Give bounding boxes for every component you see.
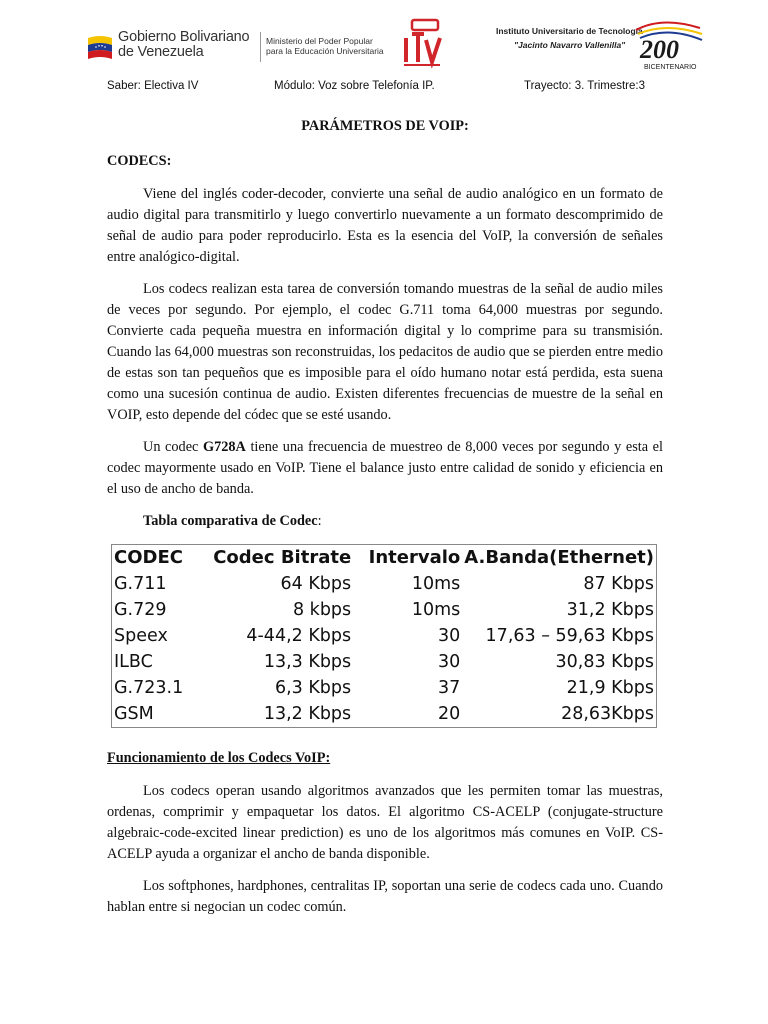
table-caption — [107, 511, 663, 532]
table-row — [112, 649, 657, 675]
table-row — [112, 701, 657, 728]
header-intervalo: Intervalo — [368, 547, 461, 568]
cell-bitrate: 8 kbps — [292, 600, 352, 620]
institute-line1: Instituto Universitario de Tecnología — [496, 26, 643, 36]
table-row — [112, 675, 657, 701]
cell-bandwidth: 31,2 Kbps — [566, 600, 654, 620]
cell-intervalo: 20 — [438, 704, 461, 724]
paragraph-definition: Viene del inglés coder-decoder, convierte una señal de audio analógico en un formato de audio digital para transmitirlo y luego convertirlo nuevamente a un formato descomprimido de señal de audio para poder reproducirlo. Esta es la esencia del VoIP, la conversión de señales entre analógico-digital. — [107, 186, 663, 265]
document-body — [107, 110, 663, 929]
min-line2: para la Educación Universitaria — [266, 46, 384, 56]
page-title: PARÁMETROS DE VOIP: — [301, 118, 469, 134]
table-row — [112, 597, 657, 623]
paragraph-algorithms: Los codecs operan usando algoritmos avanzados que les permiten tomar las muestras, ordenas, comprimir y empaquetar los datos. El algoritmo CS-ACELP (conjugate-structure algebraic-code-excited linear prediction) es uno de los algoritmos más comunes en VoIP. CS-ACELP ayuda a organizar el ancho de banda disponible. — [107, 783, 663, 862]
section-heading-codecs: CODECS: — [107, 153, 172, 169]
paragraph-g728a — [107, 437, 663, 500]
iutv-logo-icon — [402, 18, 442, 70]
header-codec: CODEC — [114, 547, 183, 568]
codec-name-bold: G728A — [202, 439, 246, 455]
cell-bandwidth: 28,63Kbps — [561, 704, 654, 724]
p3-before: Un codec — [143, 439, 203, 455]
cell-bandwidth: 17,63 – 59,63 Kbps — [485, 626, 654, 646]
document-header — [0, 14, 768, 74]
modulo-label: Módulo: Voz sobre Telefonía IP. — [274, 80, 435, 92]
cell-bitrate: 13,2 Kbps — [263, 704, 352, 724]
cell-bitrate: 64 Kbps — [280, 574, 352, 594]
codec-comparison-table — [111, 544, 657, 728]
min-line1: Ministerio del Poder Popular — [266, 36, 373, 46]
cell-codec: G.729 — [114, 600, 167, 620]
saber-label: Saber: Electiva IV — [107, 80, 199, 92]
cell-codec: ILBC — [114, 652, 153, 672]
logo-divider — [260, 32, 261, 62]
codec-table-wrap — [107, 544, 663, 728]
cell-codec: GSM — [114, 704, 154, 724]
institute-line2: "Jacinto Navarro Vallenilla" — [514, 40, 626, 50]
table-caption-text: Tabla comparativa de Codec — [143, 513, 318, 529]
cell-codec: Speex — [114, 626, 168, 646]
cell-intervalo: 30 — [438, 626, 461, 646]
p3-after: tiene una frecuencia de muestreo de 8,000 veces por segundo y esta el codec mayormente usado en VoIP. Tiene el balance justo entre calidad de sonido y eficiencia en el uso de ancho de banda. — [107, 439, 663, 497]
gobierno-bolivariano-logo — [86, 28, 384, 66]
cell-bitrate: 4-44,2 Kbps — [246, 626, 352, 646]
trayecto-label: Trayecto: 3. Trimestre:3 — [524, 80, 645, 92]
table-header-row — [112, 545, 657, 572]
cell-bandwidth: 87 Kbps — [583, 574, 654, 594]
bicentenario-number: 200 — [640, 35, 679, 64]
paragraph-softphones: Los softphones, hardphones, centralitas IP, soportan una serie de codecs cada uno. Cuando hablan entre si negocian un codec común. — [107, 878, 663, 915]
venezuela-flag-icon — [86, 32, 114, 62]
ministerio-text — [266, 36, 384, 56]
cell-codec: G.723.1 — [114, 678, 184, 698]
section-heading-funcionamiento: Funcionamiento de los Codecs VoIP: — [107, 750, 331, 766]
header-bandwidth: A.Banda(Ethernet) — [464, 547, 654, 568]
cell-intervalo: 37 — [438, 678, 461, 698]
table-row — [112, 623, 657, 649]
gob-line2: de Venezuela — [118, 44, 204, 60]
cell-bandwidth: 21,9 Kbps — [566, 678, 654, 698]
table-row — [112, 571, 657, 597]
bicentenario-logo-icon — [632, 20, 706, 72]
cell-intervalo: 10ms — [411, 574, 461, 594]
header-bitrate: Codec Bitrate — [213, 547, 352, 568]
cell-bitrate: 6,3 Kbps — [274, 678, 352, 698]
cell-codec: G.711 — [114, 574, 167, 594]
bicentenario-label: BICENTENARIO — [644, 64, 697, 71]
gobierno-text — [118, 30, 249, 60]
institute-name — [496, 26, 643, 50]
cell-intervalo: 10ms — [411, 600, 461, 620]
table-caption-colon: : — [317, 513, 322, 529]
gob-line1: Gobierno Bolivariano — [118, 29, 250, 45]
paragraph-sampling: Los codecs realizan esta tarea de conversión tomando muestras de la señal de audio miles de veces por segundo. Por ejemplo, el codec G.711 toma 64,000 muestras por segundo. Convierte cada pequeña muestra en información digital y lo comprime para su transmisión. Cuando las 64,000 muestras son reconstruidas, los pedacitos de audio que se pierden entre medio de estas son tan pequeños que es imposible para el oído humano notar está perdida, esta suena como una sucesión continua de audio. Existen diferentes frecuencias de muestre de la señal en VOIP, esto depende del códec que se esté usando. — [107, 281, 663, 423]
cell-intervalo: 30 — [438, 652, 461, 672]
cell-bandwidth: 30,83 Kbps — [555, 652, 654, 672]
cell-bitrate: 13,3 Kbps — [263, 652, 352, 672]
